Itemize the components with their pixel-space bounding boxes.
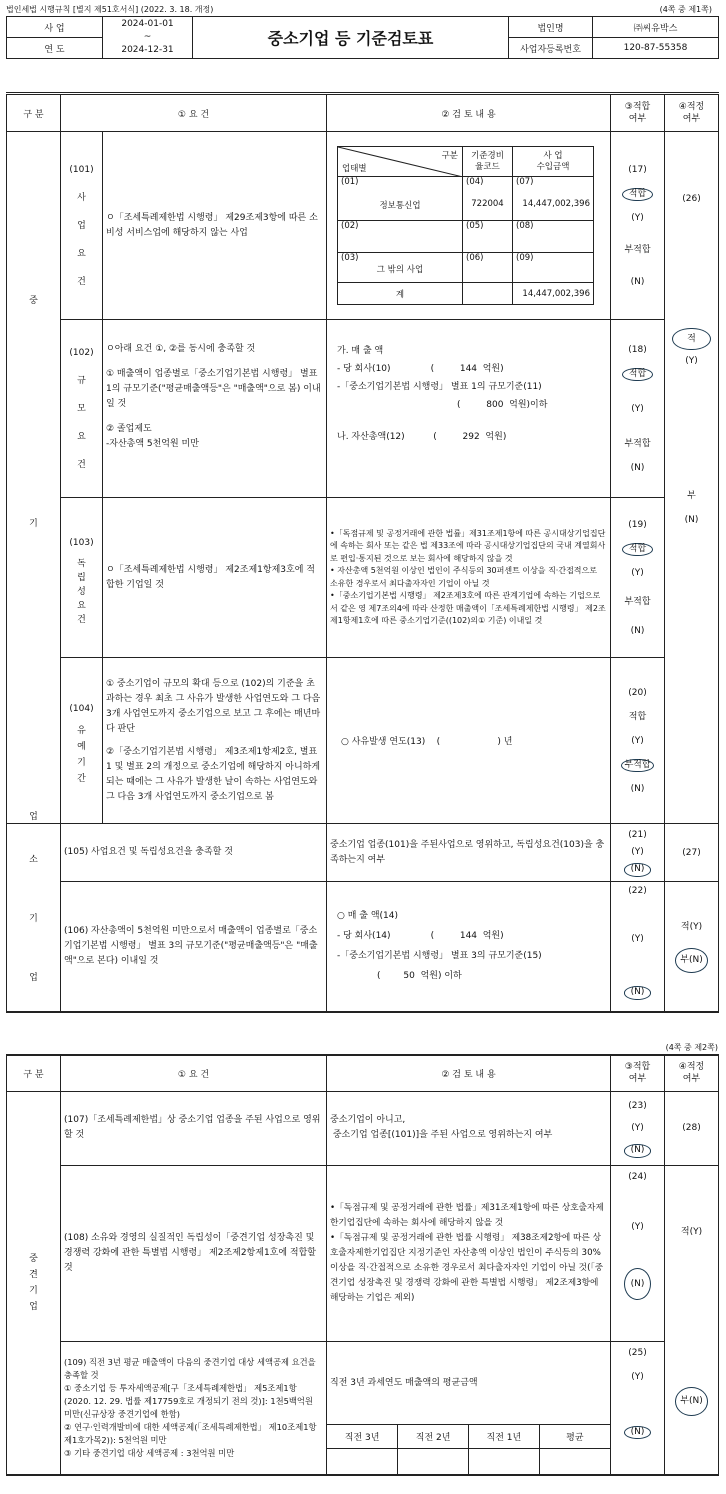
- row108-review: •「독점규제 및 공정거래에 관한 법률」제31조제1항에 따른 상호출자제한기업집단에 속하는 회사에 해당하지 않을 것 •「독점규제 및 공정거래에 관한 법률 시행령」 제38조제2항에 따른 상호출자제한기업집단 지정기준인 자산총액 이상인 법인이 주식등의 30% 이상을 직·간접적으로 소유한 경우로서 최다출자자인 기업이 아닐 것(「중견기업 성장촉진 및 경쟁력 강화에 관한 특별법 시행령」 제2조제3항에 해당하는 기업은 제외): [327, 1165, 611, 1341]
- row101-requirement: ㅇ「조세특례제한법 시행령」 제29조제3항에 따른 소비성 서비스업에 해당하지 않는 사업: [103, 132, 327, 320]
- row106-fit: (22) (Y) (N): [611, 882, 665, 1012]
- row107-fit: (23) (Y) (N): [611, 1091, 665, 1165]
- col-fit3: ③적합 여부: [611, 94, 665, 132]
- page-title: 중소기업 등 기준검토표: [193, 17, 509, 59]
- row103-requirement: ㅇ「조세특례제한법 시행령」 제2조제1항제3호에 적합한 기업일 것: [103, 498, 327, 658]
- row104-requirement: ① 중소기업이 규모의 확대 등으로 (102)의 기준을 초과하는 경우 최초 그 사유가 발생한 사업연도와 그 다음 3개 사업연도까지 중소기업으로 보고 그 후에는 매년마다 판단 ②「중소기업기본법 시행령」 제3조제1항제2호, 별표 1 및 별표 2의 개정으로 중소기업에 해당하지 아니하게 되는 때에는 그 사유가 발생한 날이 속하는 사업연도와 그 다음 3개 사업연도까지 중소기업으로 봄: [103, 658, 327, 824]
- diag-header-cell: 구분 업태별: [338, 147, 463, 177]
- col-division: 구 분: [7, 1055, 61, 1091]
- row104-review: ○ 사유발생 연도(13) ( ) 년: [327, 658, 611, 824]
- row101-code: (101) 사 업 요 건: [61, 132, 103, 320]
- fiscal-year: 2024-01-01 ~ 2024-12-31: [103, 17, 193, 59]
- fit-selected-oval: (N): [624, 1144, 652, 1158]
- fit-selected-oval: 부(N): [675, 1387, 707, 1416]
- row101-review: [327, 132, 611, 320]
- fit-selected-oval: (N): [624, 863, 652, 877]
- row102-review: 가. 매 출 액 - 당 회사(10) ( 144 억원) -「중소기업기본법 시행령」 별표 1의 규모기준(11) ( 800 억원)이하 나. 자산총액(12) ( 292 억원): [327, 320, 611, 498]
- row103-review: •「독점규제 및 공정거래에 관한 법률」제31조제1항에 따른 공시대상기업집단에 속하는 회사 또는 같은 법 제33조에 따라 공시대상기업집단의 국내 계열회사로 편입·통지된 것으로 보는 회사에 해당하지 않을 것 • 자산총액 5천억원 이상인 법인이 주식등의 30퍼센트 이상을 직·간접적으로 소유한 경우로서 최다출자자인 기업이 아닐 것 •「중소기업기본법 시행령」 제2조제3호에 따른 관계기업에 속하는 기업으로서 같은 영 제7조의4에 따라 산정한 매출액이「조세특례제한법 시행령」 제2조제1항제1호에 따른 중소기업기준((102)의① 기준) 이내일 것: [327, 498, 611, 658]
- fit-selected-oval: (N): [624, 1426, 652, 1440]
- prior1-cell: [469, 1448, 540, 1474]
- row105-review: 중소기업 업종(101)을 주된사업으로 영위하고, 독립성요건(103)을 충족하는지 여부: [327, 824, 611, 882]
- fit-selected-oval: 적합: [622, 543, 653, 557]
- corp-name: ㈜씨유박스: [593, 17, 719, 38]
- bizno-label: 사업자등록번호: [509, 38, 593, 59]
- title-block: [6, 16, 719, 59]
- avg-sales-table: 직전 3년 직전 2년 직전 1년 평균: [327, 1424, 610, 1475]
- row105-fit: (21) (Y) (N): [611, 824, 665, 882]
- col-fit4: ④적정 여부: [665, 94, 719, 132]
- row106-review: ○ 매 출 액(14) - 당 회사(14) ( 144 억원) -「중소기업기본법 시행령」 별표 3의 규모기준(15) ( 50 억원) 이하: [327, 882, 611, 1012]
- row107-requirement: (107)「조세특례제한법」상 중소기업 업종을 주된 사업으로 영위할 것: [61, 1091, 327, 1165]
- row103-code: (103) 독 립 성 요 건: [61, 498, 103, 658]
- page-label: (4쪽 중 제1쪽): [659, 5, 712, 14]
- page-label-2: (4쪽 중 제2쪽): [665, 1043, 718, 1052]
- fit-selected-oval: 적합: [622, 368, 653, 382]
- business-type-table: 구분 업태별 기준경비 율코드 사 업 수입금액 (01) 정보통신업 (04) 722004 (07) 14,447,002,396 (02) (05) (08) (03) 그 밖의 사업 (06) (09) 계 14,447,002,396: [337, 146, 594, 305]
- row102-requirement: ㅇ아래 요건 ①, ②를 동시에 충족할 것 ① 매출액이 업종별로「중소기업기본법 시행령」 별표 1의 규모기준("평균매출액등"은 "매출액"으로 봄) 이내일 것 ② 졸업제도 -자산총액 5천억원 미만: [103, 320, 327, 498]
- row107-overall: (28): [665, 1091, 719, 1165]
- row102-fit: (18) 적합 (Y) 부적합 (N): [611, 320, 665, 498]
- col-requirement: ① 요 건: [61, 1055, 327, 1091]
- side-label-sme: 중 기 업: [7, 132, 61, 824]
- year-label-2: 연 도: [7, 38, 103, 59]
- year-label: 사 업: [7, 17, 103, 38]
- row109-fit: (25) (Y) (N): [611, 1341, 665, 1475]
- row105-overall: (27): [665, 824, 719, 882]
- row102-104-overall: 적 (Y) 부 (N): [665, 320, 719, 824]
- row105-requirement: (105) 사업요건 및 독립성요건을 충족할 것: [61, 824, 327, 882]
- corp-name-label: 법인명: [509, 17, 593, 38]
- col-review: ② 검 토 내 용: [327, 94, 611, 132]
- row108-fit: (24) (Y) (N): [611, 1165, 665, 1341]
- row109-review: 직전 3년 과세연도 매출액의 평균금액 직전 3년 직전 2년 직전 1년 평균: [327, 1341, 611, 1475]
- row106-overall: 적(Y) 부(N): [665, 882, 719, 1012]
- row104-code: (104) 유 예 기 간: [61, 658, 103, 824]
- row107-review: 중소기업이 아니고, 중소기업 업종[(101)]을 주된 사업으로 영위하는지 여부: [327, 1091, 611, 1165]
- row106-requirement: (106) 자산총액이 5천억원 미만으로서 매출액이 업종별로「중소기업기본법 시행령」 별표 3의 규모기준("평균매출액등"은 "매출액"으로 본다) 이내일 것: [61, 882, 327, 1012]
- row108-requirement: (108) 소유와 경영의 실질적인 독립성이「중견기업 성장촉진 및 경쟁력 강화에 관한 특별법 시행령」 제2조제2항제1호에 적합할 것: [61, 1165, 327, 1341]
- prior2-cell: [398, 1448, 469, 1474]
- row101-fit: (17) 적합 (Y) 부적합 (N): [611, 132, 665, 320]
- fit-selected-oval: (N): [624, 1268, 652, 1301]
- review-table-p1: [6, 92, 719, 1013]
- fit-selected-oval: 부(N): [675, 948, 707, 973]
- fit-selected-oval: 적합: [622, 188, 653, 202]
- bizno: 120-87-55358: [593, 38, 719, 59]
- side-label-small: 소 기 업: [7, 824, 61, 1012]
- review-table-p2: [6, 1054, 719, 1476]
- col-division: 구 분: [7, 94, 61, 132]
- col-fit4: ④적정 여부: [665, 1055, 719, 1091]
- col-fit3: ③적합 여부: [611, 1055, 665, 1091]
- row103-fit: (19) 적합 (Y) 부적합 (N): [611, 498, 665, 658]
- row104-fit: (20) 적합 (Y) 부적합 (N): [611, 658, 665, 824]
- row109-requirement: (109) 직전 3년 평균 매출액이 다음의 중견기업 대상 세액공제 요건을 충족할 것 ① 중소기업 등 투자세액공제[구「조세특례제한법」 제5조제1항(2020. 12. 29. 법률 제17759호로 개정되기 전의 것)]: 1천5백억원 미만(신규상장 중견기업에 한함) ② 연구·인력개발비에 대한 세액공제(「조세특례제한법」 제10조제1항제1호가목2)): 5천억원 미만 ③ 기타 중견기업 대상 세액공제 : 3천억원 미만: [61, 1341, 327, 1475]
- row102-code: (102) 규 모 요 건: [61, 320, 103, 498]
- side-label-midsize: 중 견 기 업: [7, 1091, 61, 1475]
- prior3-cell: [327, 1448, 398, 1474]
- form-reference: 법인세법 시행규칙 [별지 제51호서식] (2022. 3. 18. 개정): [6, 5, 214, 14]
- fit-selected-oval: 적: [672, 328, 711, 351]
- row101-overall: (26): [665, 132, 719, 320]
- row101-r1-name: (01) 정보통신업: [338, 177, 463, 221]
- avg-cell: [539, 1448, 610, 1474]
- fit-selected-oval: (N): [624, 986, 652, 1000]
- row108-109-overall: 적(Y) 부(N): [665, 1165, 719, 1475]
- col-requirement: ① 요 건: [61, 94, 327, 132]
- unfit-selected-oval: 부적합: [621, 759, 653, 773]
- col-review: ② 검 토 내 용: [327, 1055, 611, 1091]
